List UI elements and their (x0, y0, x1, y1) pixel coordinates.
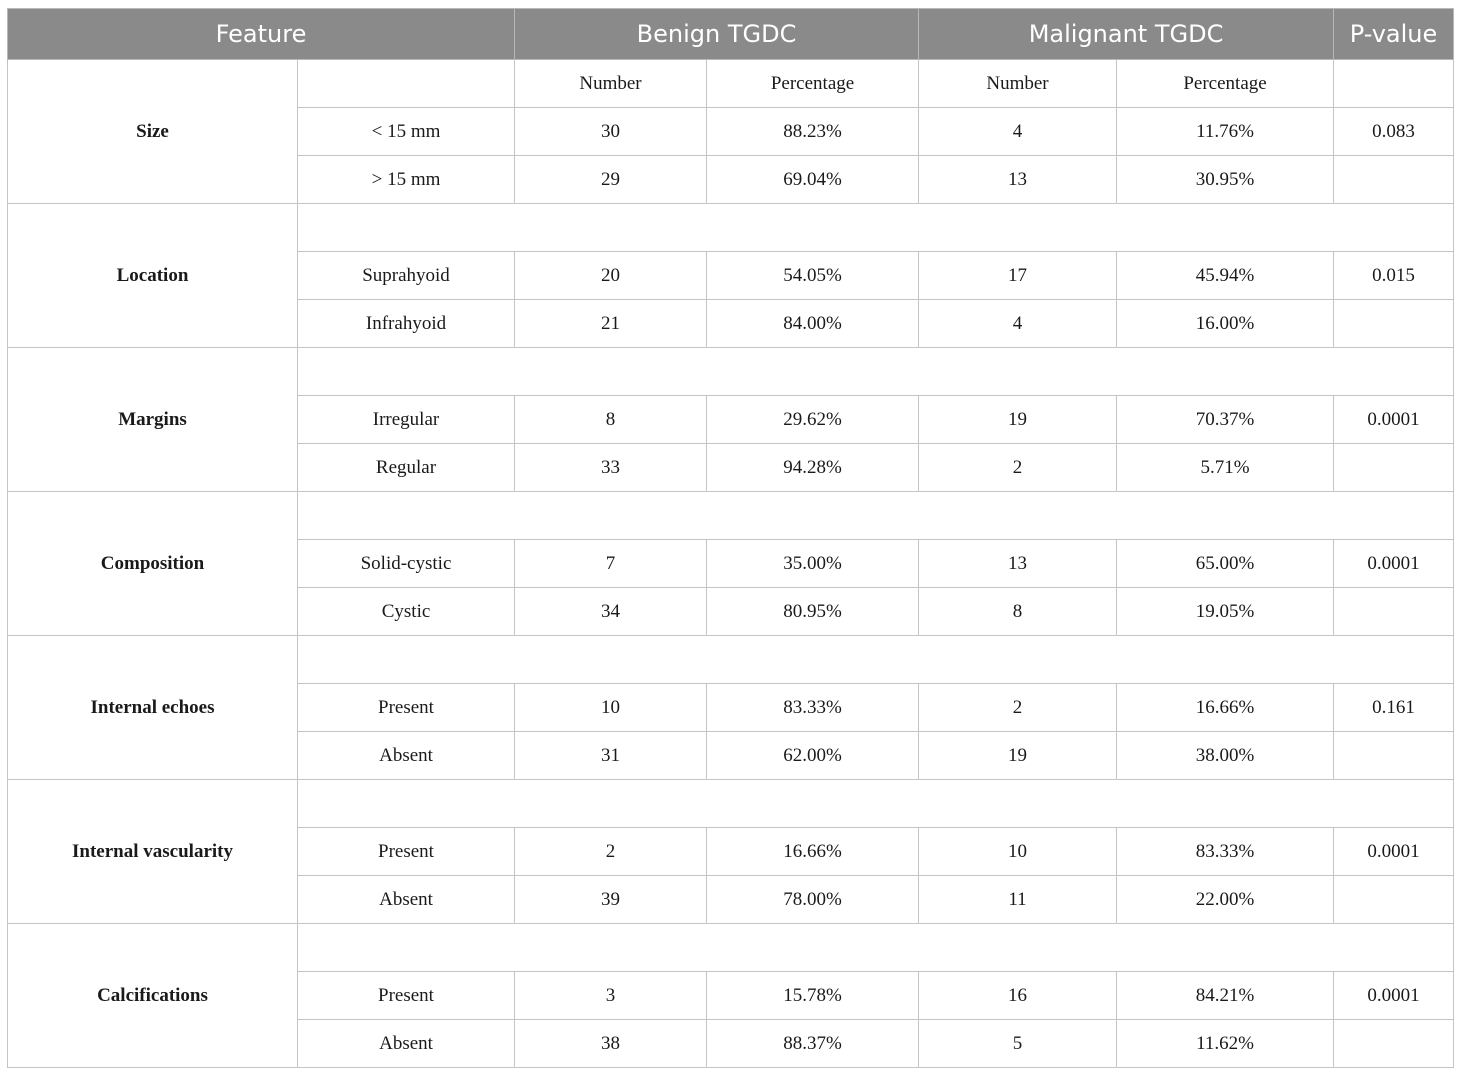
benign-number-cell: 29 (515, 156, 707, 204)
malignant-percentage-cell: 84.21% (1117, 972, 1334, 1020)
group-spacer-cell (298, 348, 1454, 396)
malignant-number-cell: 8 (919, 588, 1117, 636)
pvalue-cell: 0.161 (1334, 684, 1454, 732)
group-spacer-row (8, 204, 1454, 252)
benign-percentage-cell: 35.00% (707, 540, 919, 588)
benign-number-cell: 33 (515, 444, 707, 492)
benign-percentage-cell: 62.00% (707, 732, 919, 780)
category-cell: Infrahyoid (298, 300, 515, 348)
group-spacer-row (8, 780, 1454, 828)
pvalue-cell (1334, 300, 1454, 348)
subheader-malignant-number: Number (919, 60, 1117, 108)
malignant-percentage-cell: 30.95% (1117, 156, 1334, 204)
malignant-percentage-cell: 70.37% (1117, 396, 1334, 444)
feature-cell: Internal vascularity (8, 780, 298, 924)
benign-percentage-cell: 15.78% (707, 972, 919, 1020)
pvalue-cell: 0.083 (1334, 108, 1454, 156)
pvalue-cell (1334, 156, 1454, 204)
malignant-number-cell: 19 (919, 732, 1117, 780)
malignant-number-cell: 2 (919, 684, 1117, 732)
benign-number-cell: 38 (515, 1020, 707, 1068)
malignant-percentage-cell: 45.94% (1117, 252, 1334, 300)
group-spacer-cell (298, 636, 1454, 684)
malignant-percentage-cell: 16.66% (1117, 684, 1334, 732)
malignant-percentage-cell: 22.00% (1117, 876, 1334, 924)
category-cell: > 15 mm (298, 156, 515, 204)
benign-number-cell: 3 (515, 972, 707, 1020)
malignant-number-cell: 5 (919, 1020, 1117, 1068)
malignant-number-cell: 11 (919, 876, 1117, 924)
feature-cell: Margins (8, 348, 298, 492)
subheader-benign-percentage: Percentage (707, 60, 919, 108)
benign-number-cell: 8 (515, 396, 707, 444)
malignant-percentage-cell: 19.05% (1117, 588, 1334, 636)
group-spacer-cell (298, 204, 1454, 252)
group-spacer-cell (298, 780, 1454, 828)
pvalue-cell (1334, 732, 1454, 780)
malignant-number-cell: 13 (919, 156, 1117, 204)
benign-number-cell: 21 (515, 300, 707, 348)
benign-number-cell: 30 (515, 108, 707, 156)
malignant-percentage-cell: 65.00% (1117, 540, 1334, 588)
group-spacer-cell (298, 492, 1454, 540)
header-pvalue: P-value (1334, 9, 1454, 60)
subheader-benign-number: Number (515, 60, 707, 108)
subheader-row (8, 60, 1454, 108)
subheader-pvalue-blank (1334, 60, 1454, 108)
category-cell: Present (298, 684, 515, 732)
malignant-percentage-cell: 83.33% (1117, 828, 1334, 876)
malignant-percentage-cell: 38.00% (1117, 732, 1334, 780)
subheader-malignant-percentage: Percentage (1117, 60, 1334, 108)
table-header (8, 9, 1454, 60)
category-cell: Present (298, 972, 515, 1020)
category-cell: < 15 mm (298, 108, 515, 156)
feature-cell: Composition (8, 492, 298, 636)
feature-cell: Size (8, 60, 298, 204)
group-spacer-row (8, 924, 1454, 972)
group-spacer-row (8, 636, 1454, 684)
benign-percentage-cell: 88.37% (707, 1020, 919, 1068)
malignant-number-cell: 16 (919, 972, 1117, 1020)
header-benign: Benign TGDC (515, 9, 919, 60)
malignant-number-cell: 4 (919, 108, 1117, 156)
malignant-number-cell: 2 (919, 444, 1117, 492)
pvalue-cell (1334, 876, 1454, 924)
feature-cell: Location (8, 204, 298, 348)
table-body (8, 60, 1454, 1068)
malignant-number-cell: 10 (919, 828, 1117, 876)
benign-percentage-cell: 54.05% (707, 252, 919, 300)
subheader-blank-cell (298, 60, 515, 108)
data-table (7, 8, 1454, 1068)
malignant-percentage-cell: 11.62% (1117, 1020, 1334, 1068)
benign-percentage-cell: 16.66% (707, 828, 919, 876)
category-cell: Regular (298, 444, 515, 492)
feature-cell: Calcifications (8, 924, 298, 1068)
benign-percentage-cell: 83.33% (707, 684, 919, 732)
malignant-percentage-cell: 5.71% (1117, 444, 1334, 492)
benign-percentage-cell: 69.04% (707, 156, 919, 204)
pvalue-cell: 0.0001 (1334, 972, 1454, 1020)
malignant-number-cell: 19 (919, 396, 1117, 444)
benign-number-cell: 7 (515, 540, 707, 588)
malignant-percentage-cell: 11.76% (1117, 108, 1334, 156)
benign-number-cell: 10 (515, 684, 707, 732)
benign-percentage-cell: 78.00% (707, 876, 919, 924)
malignant-percentage-cell: 16.00% (1117, 300, 1334, 348)
benign-percentage-cell: 84.00% (707, 300, 919, 348)
category-cell: Present (298, 828, 515, 876)
pvalue-cell: 0.0001 (1334, 828, 1454, 876)
pvalue-cell: 0.015 (1334, 252, 1454, 300)
pvalue-cell (1334, 1020, 1454, 1068)
pvalue-cell (1334, 588, 1454, 636)
benign-number-cell: 39 (515, 876, 707, 924)
header-feature: Feature (8, 9, 515, 60)
category-cell: Irregular (298, 396, 515, 444)
malignant-number-cell: 4 (919, 300, 1117, 348)
category-cell: Absent (298, 1020, 515, 1068)
category-cell: Absent (298, 876, 515, 924)
group-spacer-row (8, 348, 1454, 396)
header-malignant: Malignant TGDC (919, 9, 1334, 60)
benign-percentage-cell: 80.95% (707, 588, 919, 636)
malignant-number-cell: 13 (919, 540, 1117, 588)
pvalue-cell: 0.0001 (1334, 540, 1454, 588)
malignant-number-cell: 17 (919, 252, 1117, 300)
category-cell: Cystic (298, 588, 515, 636)
pvalue-cell: 0.0001 (1334, 396, 1454, 444)
benign-number-cell: 31 (515, 732, 707, 780)
category-cell: Absent (298, 732, 515, 780)
benign-percentage-cell: 29.62% (707, 396, 919, 444)
feature-cell: Internal echoes (8, 636, 298, 780)
benign-number-cell: 34 (515, 588, 707, 636)
pvalue-cell (1334, 444, 1454, 492)
benign-number-cell: 20 (515, 252, 707, 300)
header-row (8, 9, 1454, 60)
category-cell: Solid-cystic (298, 540, 515, 588)
benign-percentage-cell: 88.23% (707, 108, 919, 156)
category-cell: Suprahyoid (298, 252, 515, 300)
benign-number-cell: 2 (515, 828, 707, 876)
group-spacer-row (8, 492, 1454, 540)
benign-percentage-cell: 94.28% (707, 444, 919, 492)
group-spacer-cell (298, 924, 1454, 972)
